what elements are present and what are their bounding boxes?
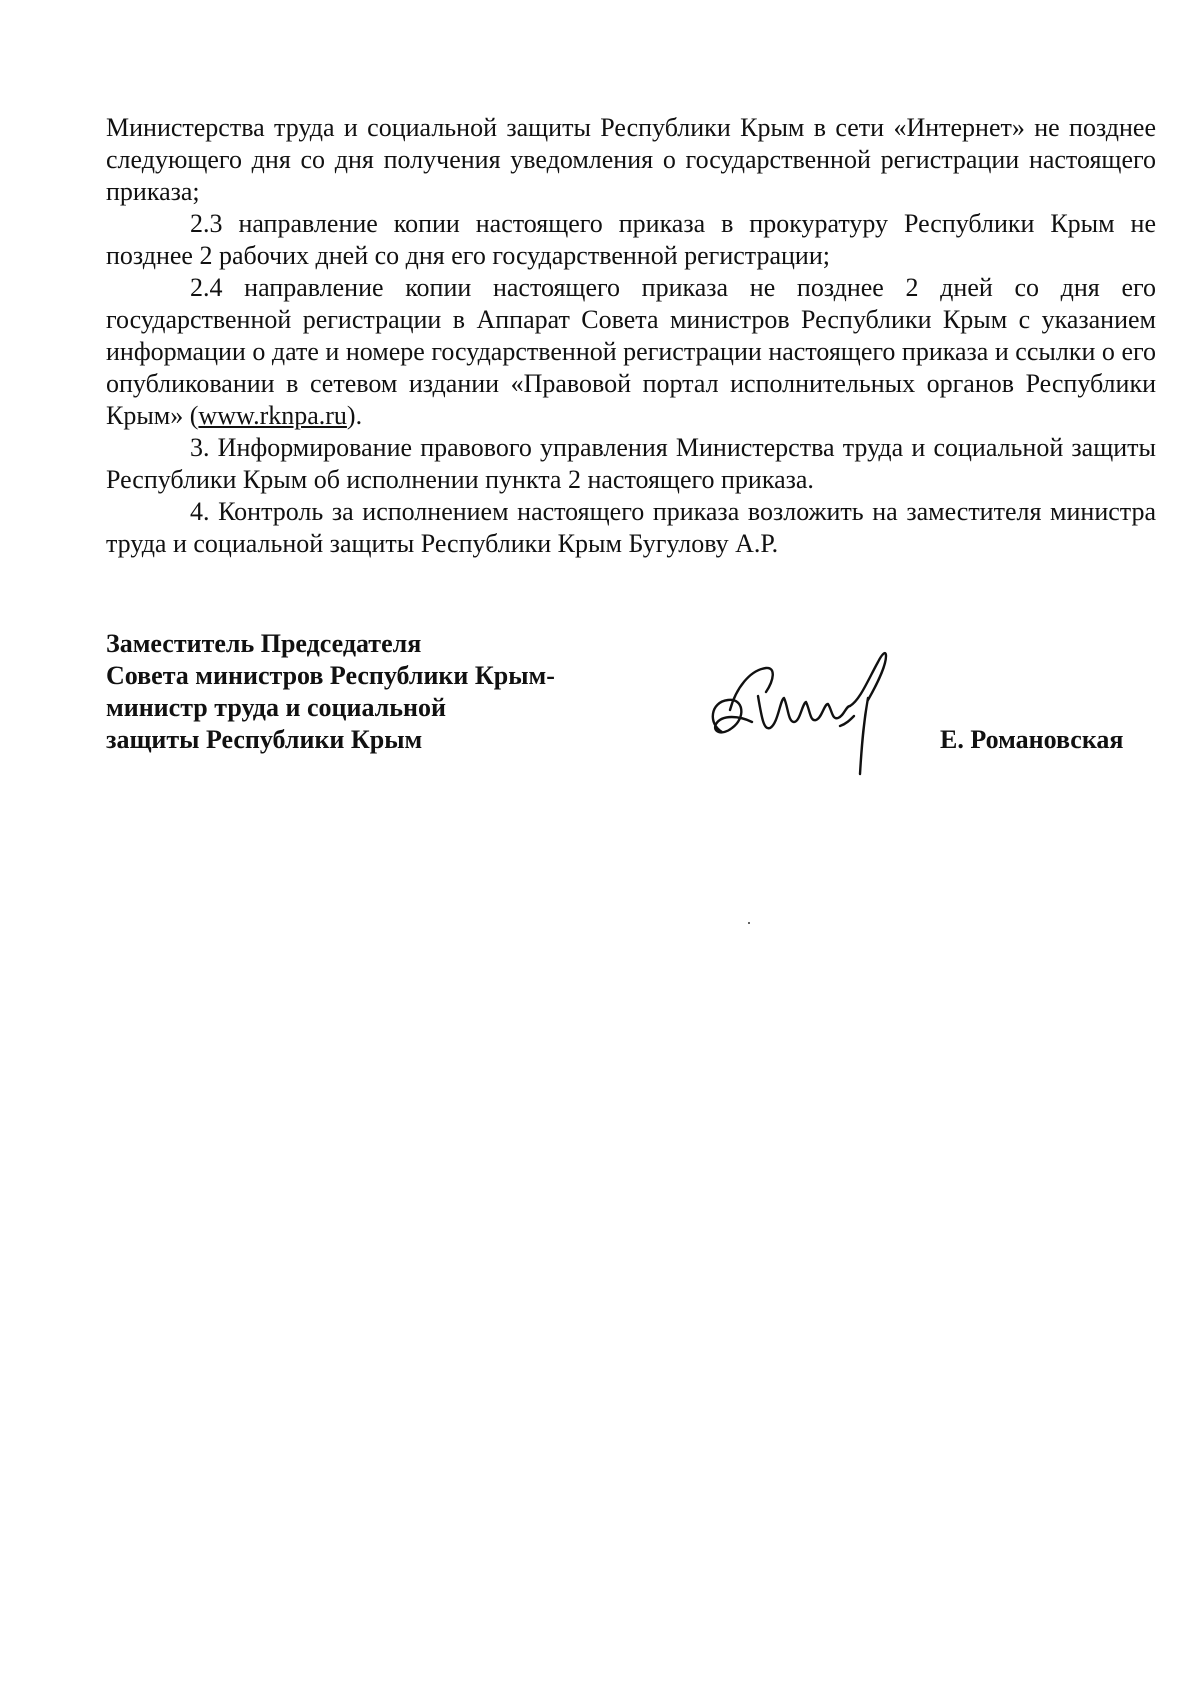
position-line: министр труда и социальной <box>106 693 446 722</box>
signer-name: Е. Романовская <box>940 725 1124 754</box>
position-line: защиты Республики Крым <box>106 725 423 754</box>
scan-speck <box>748 922 750 924</box>
paragraph-2-4-tail: ). <box>346 401 363 430</box>
signatory-position <box>106 628 626 756</box>
position-line: Заместитель Председателя <box>106 629 422 658</box>
rknpa-link[interactable]: www.rknpa.ru <box>198 401 347 430</box>
paragraph-2-4 <box>106 272 1156 432</box>
paragraph-2-3: 2.3 направление копии настоящего приказа в прокуратуру Республики Крым не позднее 2 рабочих дней со дня его государственной регистрации; <box>106 209 1156 270</box>
paragraph-3: 3. Информирование правового управления Министерства труда и социальной защиты Республики Крым об исполнении пункта 2 настоящего приказа. <box>106 433 1156 494</box>
document-body <box>106 112 1156 560</box>
paragraph-2-4-text: 2.4 направление копии настоящего приказа не позднее 2 дней со дня его государственной регистрации в Аппарат Совета министров Республики Крым с указанием информации о дате и номере государственной регистрации настоящего приказа и ссылки о его опубликовании в сетевом издании «Правовой портал исполнительных органов Республики Крым» ( <box>106 273 1156 430</box>
position-line: Совета министров Республики Крым- <box>106 661 555 690</box>
paragraph-continuation: Министерства труда и социальной защиты Республики Крым в сети «Интернет» не позднее следующего дня со дня получения уведомления о государственной регистрации настоящего приказа; <box>106 113 1156 206</box>
handwritten-signature <box>700 640 920 780</box>
paragraph-4: 4. Контроль за исполнением настоящего приказа возложить на заместителя министра труда и социальной защиты Республики Крым Бугулову А.Р. <box>106 497 1156 558</box>
